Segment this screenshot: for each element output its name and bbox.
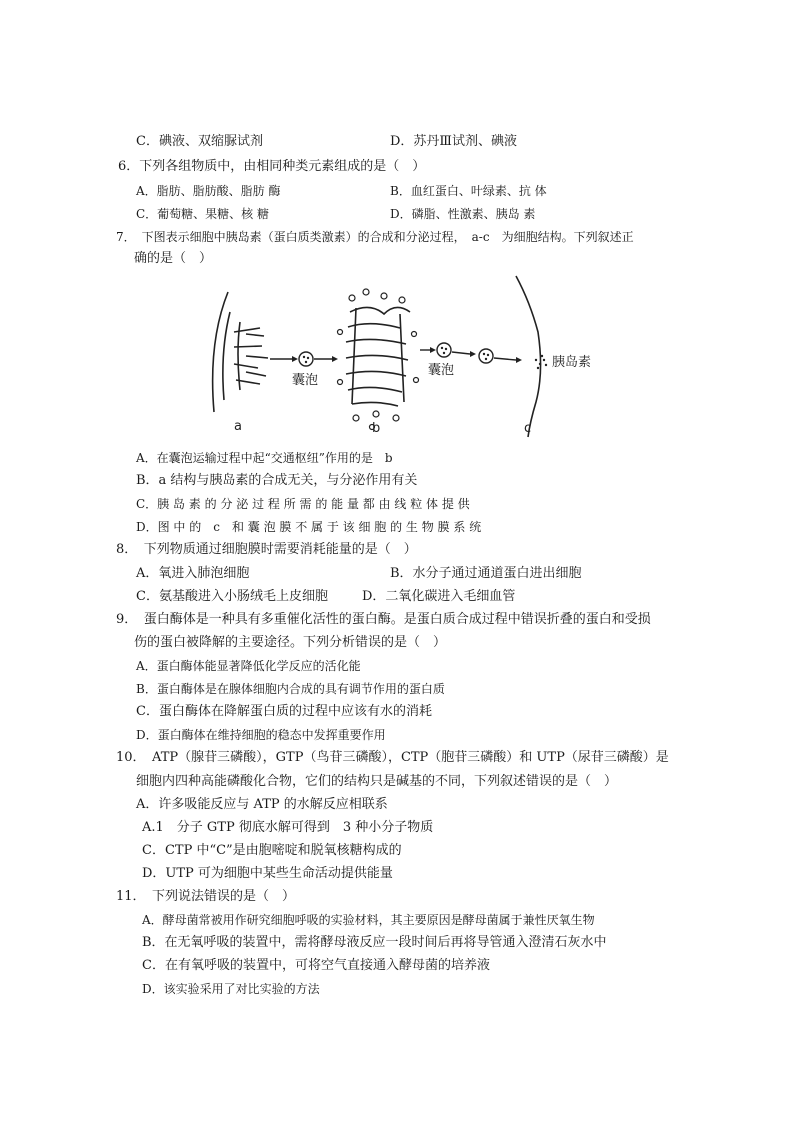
q8-option-b: B．水分子通过通道蛋白进出细胞 <box>390 566 582 581</box>
q10-option-c: C．CTP 中“C”是由胞嘧啶和脱氧核糖构成的 <box>142 843 402 858</box>
q7-option-b: B．a 结构与胰岛素的合成无关，与分泌作用有关 <box>136 473 418 488</box>
q8-option-c: C．氨基酸进入小肠绒毛上皮细胞 <box>136 589 328 604</box>
q11-option-b: B．在无氧呼吸的装置中，需将酵母液反应一段时间后再将导管通入澄清石灰水中 <box>142 935 607 950</box>
structure-a-endoplasmic-reticulum <box>213 292 268 412</box>
q10-stem-line1: 10． ATP（腺苷三磷酸），GTP（鸟苷三磷酸），CTP（胞苷三磷酸）和 UTP（尿苷三磷酸）是 <box>116 750 669 765</box>
q6-option-a: A．脂肪、脂肪酸、脂肪 酶 <box>136 184 281 198</box>
q11-option-d: D．该实验采用了对比实验的方法 <box>142 982 320 996</box>
q8-option-d: D．二氧化碳进入毛细血管 <box>362 589 516 604</box>
q6-option-c: C．葡萄糖、果糖、核 糖 <box>136 207 269 221</box>
structure-b-golgi-apparatus <box>346 307 410 406</box>
q9-option-c: C．蛋白酶体在降解蛋白质的过程中应该有水的消耗 <box>136 704 432 719</box>
label-a: a <box>234 419 242 434</box>
q9-option-b: B．蛋白酶体是在腺体细胞内合成的具有调节作用的蛋白质 <box>136 682 445 696</box>
q11-option-c: C．在有氧呼吸的装置中，可将空气直接通入酵母菌的培养液 <box>142 958 490 973</box>
q6-option-d: D．磷脂、性激素、胰岛 素 <box>390 207 536 221</box>
vesicle-1-label: 囊泡 <box>292 373 319 388</box>
q6-option-b: B．血红蛋白、叶绿素、抗 体 <box>390 184 547 198</box>
vesicle-3-icon <box>479 349 493 363</box>
label-b: b <box>372 421 381 436</box>
q11-option-a: A．酵母菌常被用作研究细胞呼吸的实验材料，其主要原因是酵母菌属于兼性厌氧生物 <box>142 913 595 927</box>
q10-option-b: A.1 分子 GTP 彻底水解可得到 3 种小分子物质 <box>142 820 434 835</box>
q11-stem: 11． 下列说法错误的是（ ） <box>116 889 296 904</box>
label-c: c <box>524 421 532 436</box>
q7-option-d: D．图 中 的 c 和 囊 泡 膜 不 属 于 该 细 胞 的 生 物 膜 系 统 <box>136 520 482 534</box>
vesicle-2-label: 囊泡 <box>428 363 455 378</box>
q5-option-d: D．苏丹Ⅲ试剂、碘液 <box>390 134 517 149</box>
q8-option-a: A．氧进入肺泡细胞 <box>136 566 250 581</box>
q9-stem-line2: 伤的蛋白被降解的主要途径。下列分析错误的是（ ） <box>134 635 447 650</box>
q9-option-a: A．蛋白酶体能显著降低化学反应的活化能 <box>136 659 361 673</box>
q10-option-d: D．UTP 可为细胞中某些生命活动提供能量 <box>142 866 393 881</box>
q10-option-a: A．许多吸能反应与 ATP 的水解反应相联系 <box>136 797 388 812</box>
q10-stem-line2: 细胞内四种高能磷酸化合物，它们的结构只是碱基的不同，下列叙述错误的是（ ） <box>136 774 618 789</box>
q7-stem-line2: 确的是（ ） <box>134 251 213 266</box>
vesicle-1-icon <box>299 352 313 366</box>
q7-option-a: A．在囊泡运输过程中起“交通枢纽”作用的是 b <box>136 451 393 465</box>
q6-stem: 6．下列各组物质中，由相同种类元素组成的是（ ） <box>118 159 426 174</box>
insulin-secretion-diagram <box>200 272 620 442</box>
vesicle-2-icon <box>437 343 451 357</box>
q7-stem-line1: 7． 下图表示细胞中胰岛素（蛋白质类激素）的合成和分泌过程， a-c 为细胞结构。下列叙述正 <box>116 230 634 244</box>
insulin-label: 胰岛素 <box>552 355 592 370</box>
q7-option-c: C．胰 岛 素 的 分 泌 过 程 所 需 的 能 量 都 由 线 粒 体 提 供 <box>136 497 470 511</box>
q5-option-c: C．碘液、双缩脲试剂 <box>136 134 263 149</box>
q9-option-d: D．蛋白酶体在维持细胞的稳态中发挥重要作用 <box>136 728 386 742</box>
q8-stem: 8． 下列物质通过细胞膜时需要消耗能量的是（ ） <box>116 542 417 557</box>
q9-stem-line1: 9． 蛋白酶体是一种具有多重催化活性的蛋白酶。是蛋白质合成过程中错误折叠的蛋白和受损 <box>116 612 651 627</box>
structure-c-cell-membrane <box>516 276 541 437</box>
